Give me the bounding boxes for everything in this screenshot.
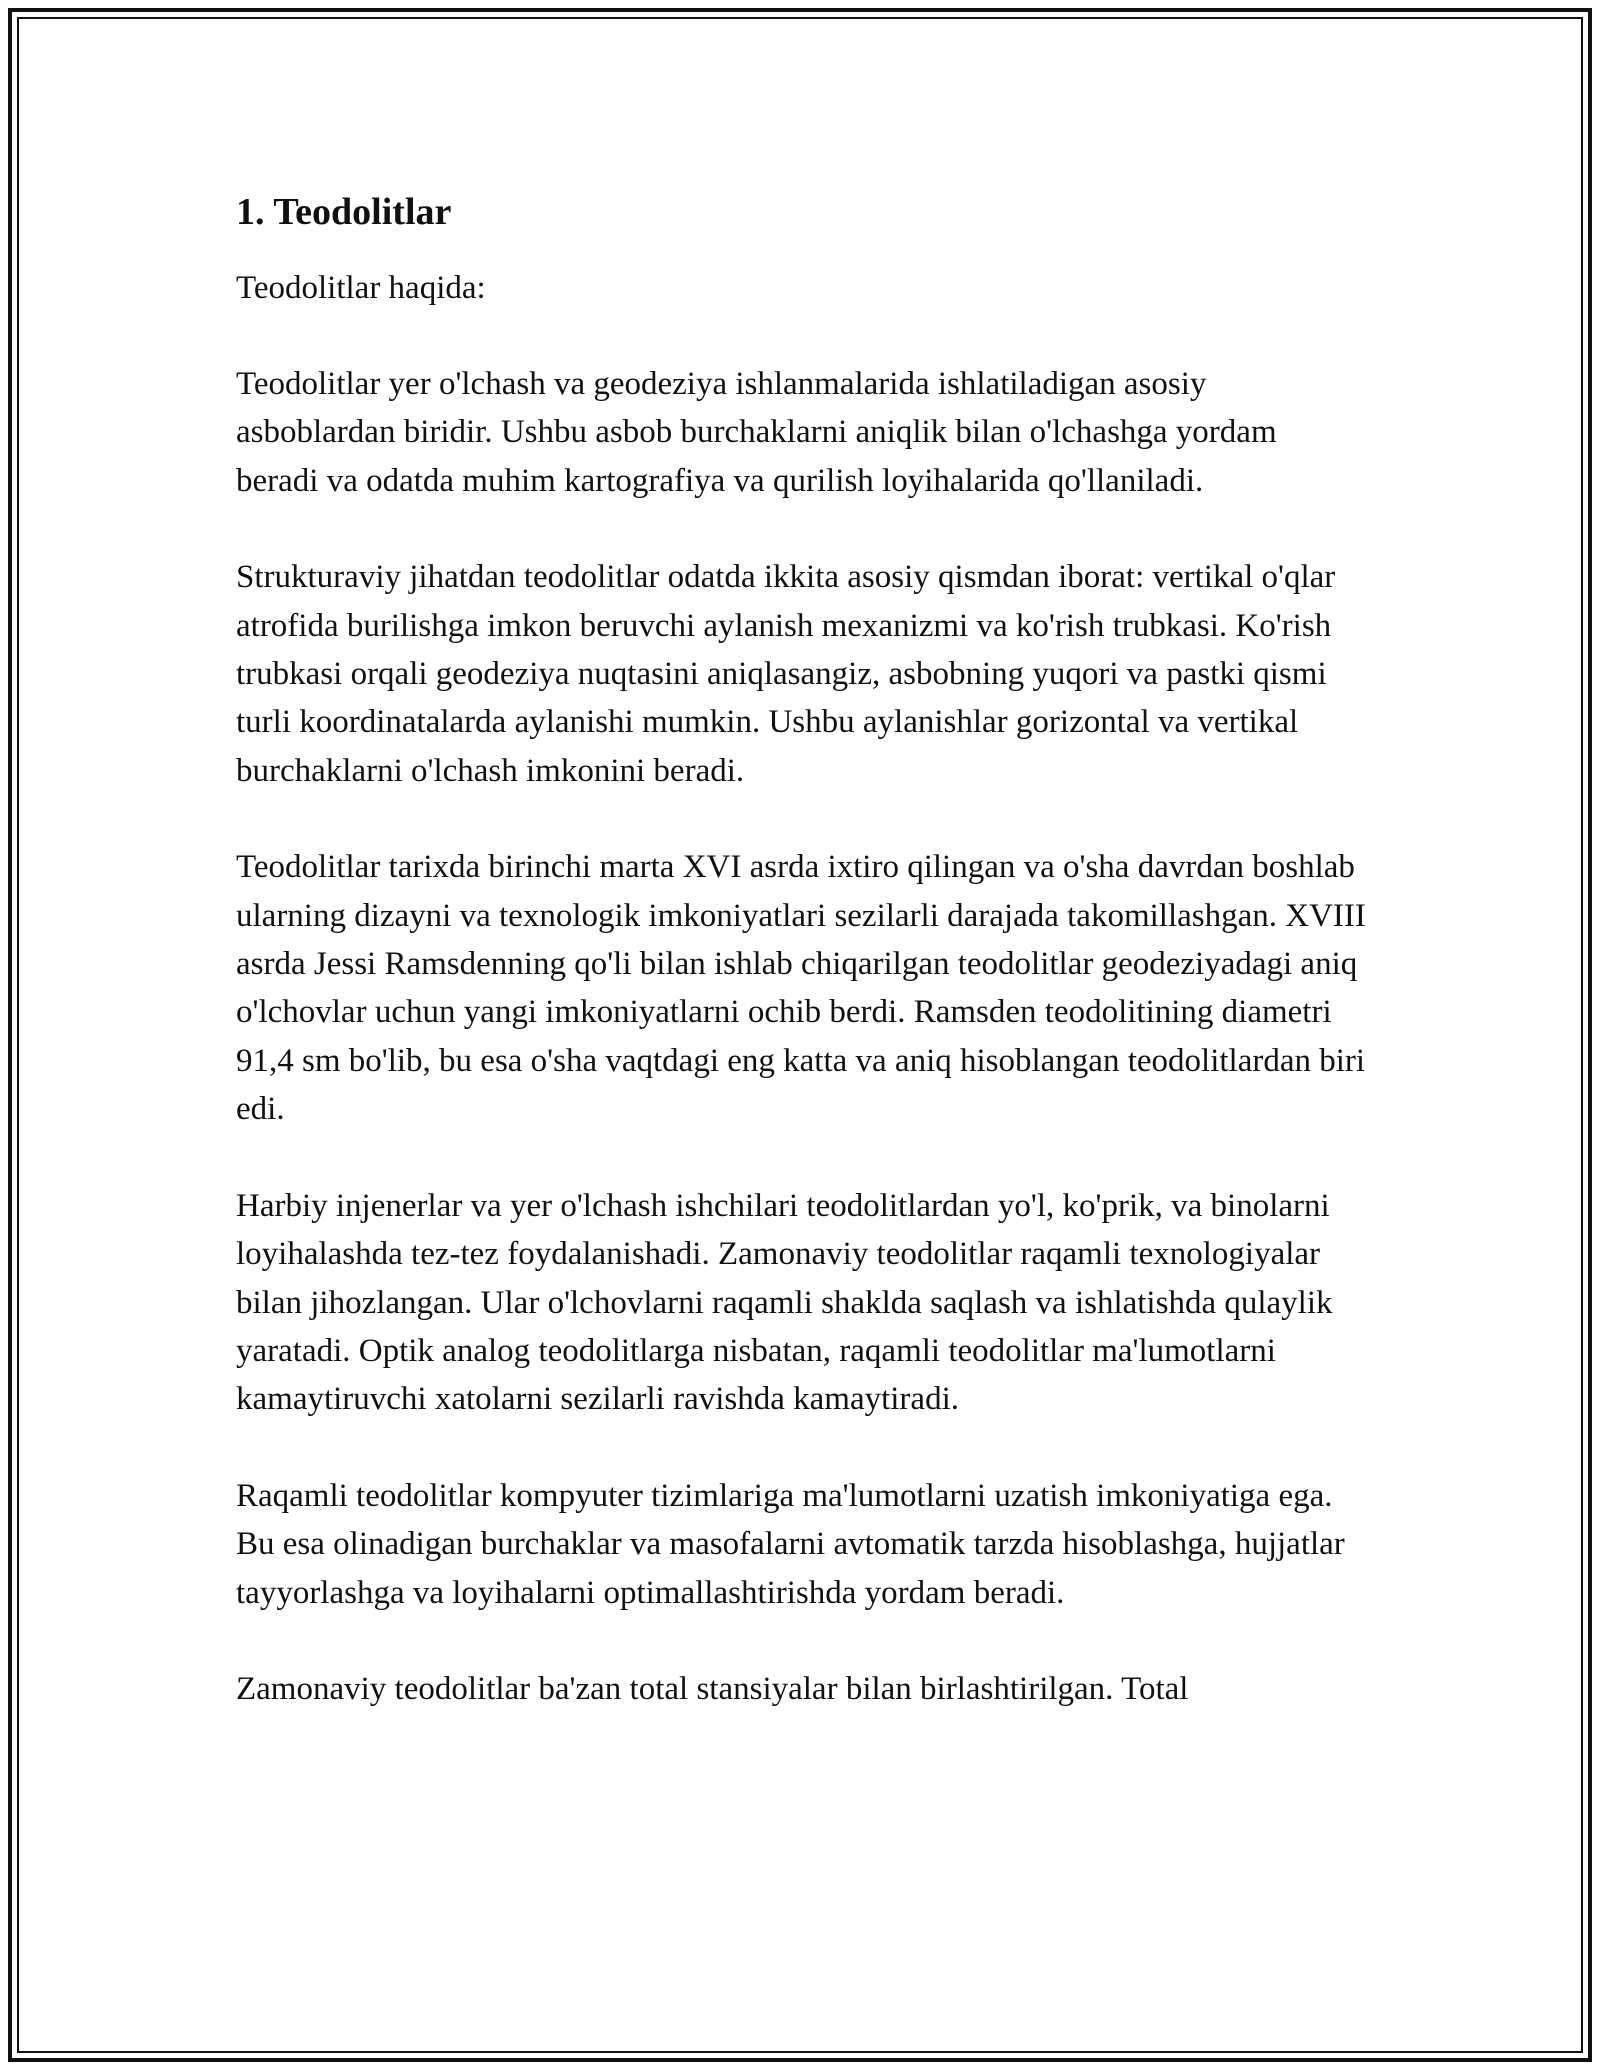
paragraph: Raqamli teodolitlar kompyuter tizimlariga ma'lumotlarni uzatish imkoniyatiga ega. Bu esa olinadigan burchaklar va masofalarni avtomatik tarzda hisoblashga, hujjatlar tayyorlashga va loyihalarni optimallashtirishda yordam beradi. (236, 1477, 1345, 1611)
paragraph: Strukturaviy jihatdan teodolitlar odatda ikkita asosiy qismdan iborat: vertikal o'qlar atrofida burilishga imkon beruvchi aylanish mexanizmi va ko'rish trubkasi. Ko'rish trubkasi orqali geodeziya nuqtasini aniqlasangiz, asbobning yuqori va pastki qismi turli koordinatalarda aylanishi mumkin. Ushbu aylanishlar gorizontal va vertikal burchaklarni o'lchash imkonini beradi. (236, 559, 1336, 789)
document-body (236, 186, 1366, 1761)
paragraph-truncated: Zamonaviy teodolitlar ba'zan total stansiyalar bilan birlashtirilgan. Total (236, 1670, 1189, 1707)
paragraph: Teodolitlar yer o'lchash va geodeziya ishlanmalarida ishlatiladigan asosiy asboblardan biridir. Ushbu asbob burchaklarni aniqlik bilan o'lchashga yordam beradi va odatda muhim kartografiya va qurilish loyihalarida qo'llaniladi. (236, 366, 1277, 499)
subheading: Teodolitlar haqida: (236, 270, 486, 306)
paragraph: Harbiy injenerlar va yer o'lchash ishchilari teodolitlardan yo'l, ko'prik, va binolarni loyihalashda tez-tez foydalanishadi. Zamonaviy teodolitlar raqamli texnologiyalar bilan jihozlangan. Ular o'lchovlarni raqamli shaklda saqlash va ishlatishda qulaylik yaratadi. Optik analog teodolitlarga nisbatan, raqamli teodolitlar ma'lumotlarni kamaytiruvchi xatolarni sezilarli ravishda kamaytiradi. (236, 1187, 1333, 1418)
section-heading: 1. Teodolitlar (236, 191, 452, 233)
paragraph: Teodolitlar tarixda birinchi marta XVI asrda ixtiro qilingan va o'sha davrdan boshlab ularning dizayni va texnologik imkoniyatlari sezilarli darajada takomillashgan. XVIII asrda Jessi Ramsdenning qo'li bilan ishlab chiqarilgan teodolitlar geodeziyadagi aniq o'lchovlar uchun yangi imkoniyatlarni ochib berdi. Ramsden teodolitining diametri 91,4 sm bo'lib, bu esa o'sha vaqtdagi eng katta va aniq hisoblangan teodolitlardan biri edi. (236, 849, 1366, 1128)
